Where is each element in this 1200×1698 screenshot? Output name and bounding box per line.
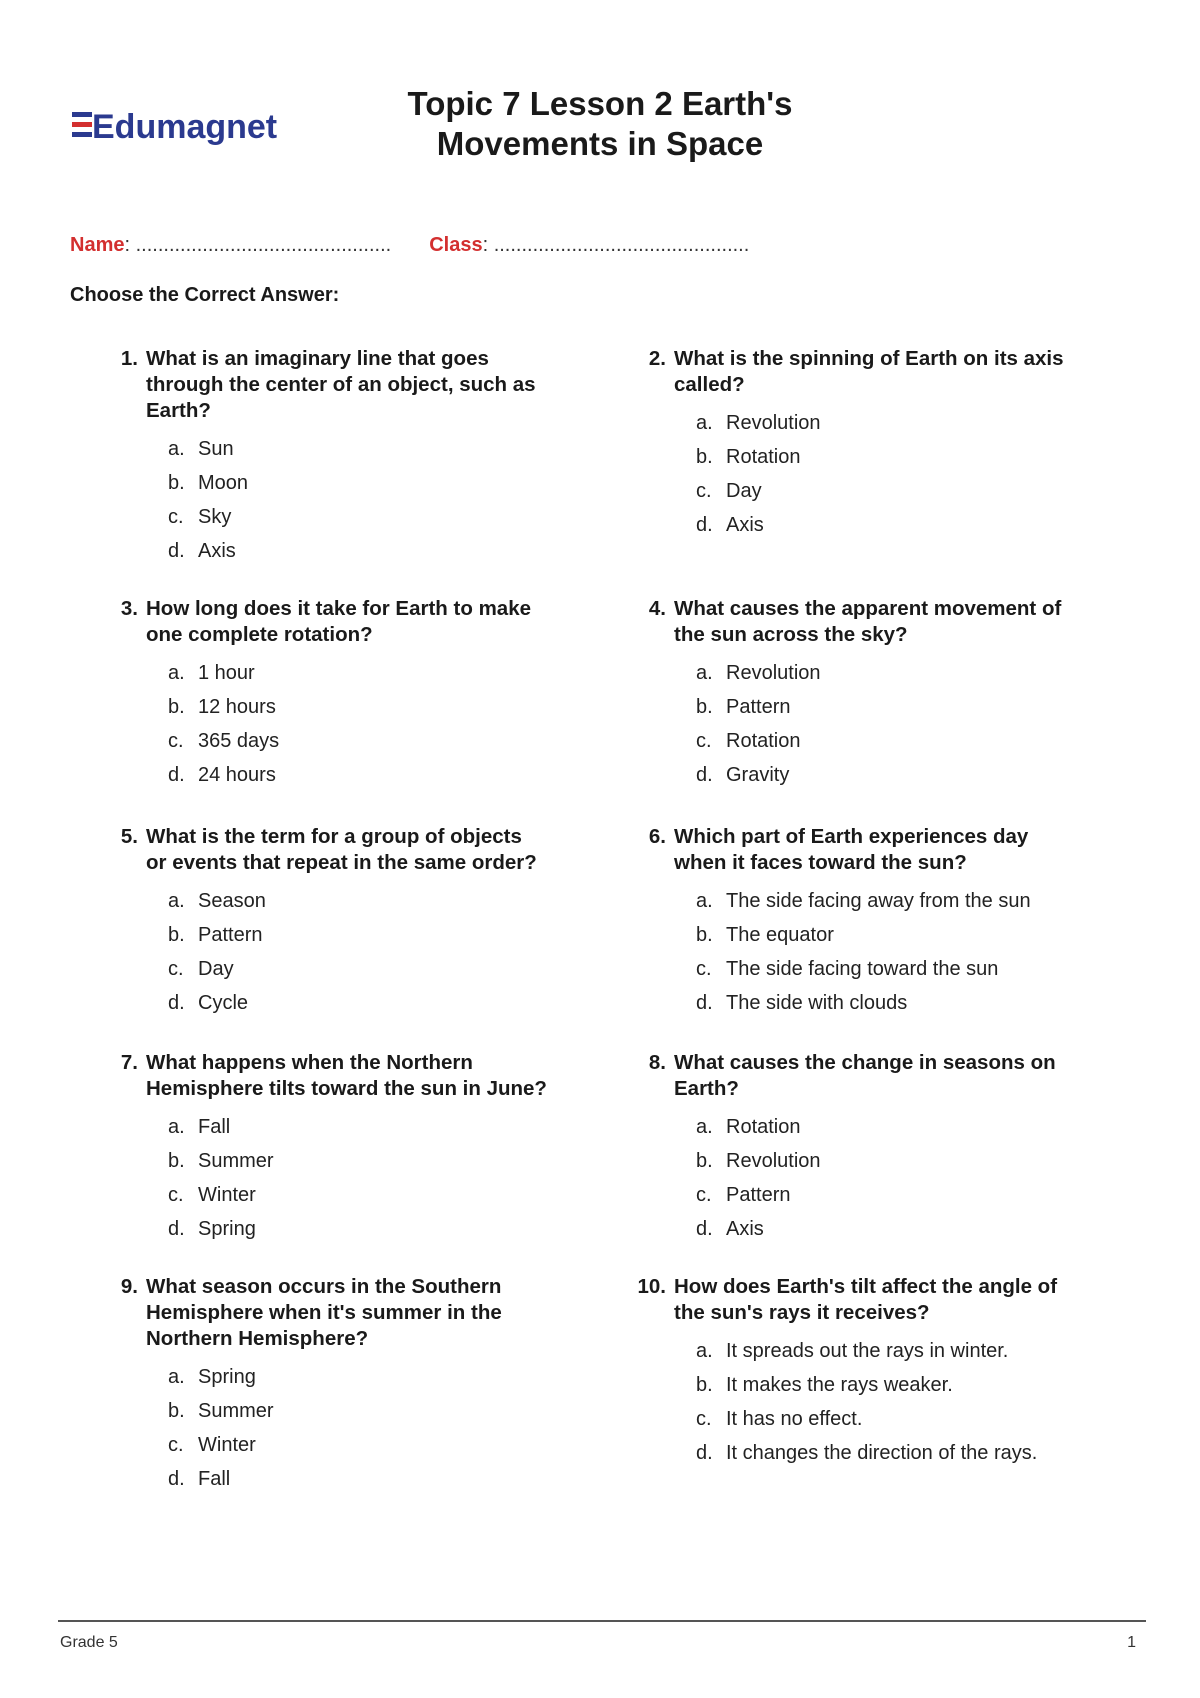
option-text: Rotation: [726, 730, 801, 752]
answer-option[interactable]: [168, 1462, 548, 1496]
answer-option[interactable]: [696, 1436, 1076, 1470]
answer-option[interactable]: [168, 986, 548, 1020]
question-number: 9.: [120, 1275, 138, 1298]
option-text: The side facing toward the sun: [726, 958, 999, 980]
option-text: Axis: [198, 540, 236, 562]
class-label: Class: [429, 234, 483, 256]
option-letter: a.: [168, 438, 185, 460]
question-3: [108, 596, 548, 792]
option-letter: c.: [168, 730, 184, 752]
option-text: Summer: [198, 1150, 274, 1172]
answer-option[interactable]: [168, 1360, 548, 1394]
page-number: 1: [1127, 1634, 1136, 1651]
option-text: It makes the rays weaker.: [726, 1374, 953, 1396]
option-text: It has no effect.: [726, 1408, 863, 1430]
option-letter: b.: [696, 924, 713, 946]
question-text: How long does it take for Earth to make one complete rotation?: [146, 597, 532, 646]
question-stem: [636, 1274, 1076, 1326]
option-letter: a.: [168, 1366, 185, 1388]
question-text: Which part of Earth experiences day when it faces toward the sun?: [674, 825, 1029, 874]
option-text: Spring: [198, 1366, 256, 1388]
option-text: Cycle: [198, 992, 249, 1014]
option-letter: b.: [168, 924, 185, 946]
option-text: Fall: [198, 1116, 231, 1138]
option-letter: d.: [696, 1218, 713, 1240]
answer-option[interactable]: [696, 884, 1076, 918]
option-letter: c.: [168, 1434, 184, 1456]
option-letter: d.: [696, 1442, 713, 1464]
answer-option[interactable]: [168, 952, 548, 986]
option-text: 365 days: [198, 730, 280, 752]
option-text: Winter: [198, 1434, 256, 1456]
answer-options: [636, 1110, 1076, 1246]
question-stem: [108, 1274, 548, 1352]
option-letter: d.: [168, 1468, 185, 1490]
question-text: What happens when the Northern Hemisphere tilts toward the sun in June?: [146, 1051, 547, 1100]
answer-options: [108, 1110, 548, 1246]
footer-divider: [58, 1620, 1146, 1622]
option-text: Pattern: [198, 924, 263, 946]
class-field[interactable]: [429, 234, 749, 257]
answer-option[interactable]: [696, 1368, 1076, 1402]
instructions: Choose the Correct Answer:: [70, 284, 340, 306]
answer-option[interactable]: [168, 758, 548, 792]
option-letter: b.: [696, 446, 713, 468]
answer-option[interactable]: [168, 500, 548, 534]
option-letter: c.: [696, 1408, 712, 1430]
question-text: What causes the change in seasons on Earth?: [674, 1051, 1056, 1100]
option-letter: b.: [168, 1400, 185, 1422]
question-stem: [636, 596, 1076, 648]
answer-option[interactable]: [168, 534, 548, 568]
option-text: Fall: [198, 1468, 231, 1490]
option-letter: c.: [168, 1184, 184, 1206]
option-text: Axis: [726, 514, 764, 536]
question-text: What causes the apparent movement of the sun across the sky?: [674, 597, 1062, 646]
answer-option[interactable]: [168, 432, 548, 466]
question-number: 5.: [120, 825, 138, 848]
option-text: The side facing away from the sun: [726, 890, 1031, 912]
answer-option[interactable]: [168, 656, 548, 690]
answer-option[interactable]: [696, 1110, 1076, 1144]
question-number: 7.: [120, 1051, 138, 1074]
question-text: What is an imaginary line that goes through the center of an object, such as Earth?: [146, 347, 536, 422]
answer-options: [108, 432, 548, 568]
option-letter: d.: [168, 992, 185, 1014]
option-text: 12 hours: [198, 696, 276, 718]
option-text: Sun: [198, 438, 234, 460]
answer-option[interactable]: [696, 1212, 1076, 1246]
answer-option[interactable]: [696, 656, 1076, 690]
answer-option[interactable]: [168, 1428, 548, 1462]
option-text: Day: [198, 958, 234, 980]
option-text: 24 hours: [198, 764, 276, 786]
option-text: The equator: [726, 924, 834, 946]
option-letter: c.: [696, 958, 712, 980]
option-letter: a.: [696, 890, 713, 912]
question-stem: [108, 824, 548, 876]
answer-option[interactable]: [168, 690, 548, 724]
edumagnet-logo: [72, 102, 302, 148]
answer-options: [636, 884, 1076, 1020]
answer-option[interactable]: [168, 1212, 548, 1246]
answer-options: [108, 1360, 548, 1496]
name-blank[interactable]: : ..............................................: [124, 234, 392, 256]
answer-option[interactable]: [696, 758, 1076, 792]
option-text: Moon: [198, 472, 249, 494]
answer-options: [108, 656, 548, 792]
option-letter: a.: [696, 412, 713, 434]
option-letter: a.: [696, 1116, 713, 1138]
option-letter: b.: [168, 1150, 185, 1172]
question-text: How does Earth's tilt affect the angle of the sun's rays it receives?: [674, 1275, 1058, 1324]
question-4: [636, 596, 1076, 792]
class-blank[interactable]: : ..............................................: [482, 234, 750, 256]
option-letter: b.: [696, 1374, 713, 1396]
option-letter: b.: [696, 1150, 713, 1172]
footer-grade: Grade 5: [60, 1634, 118, 1651]
name-field[interactable]: [70, 234, 391, 257]
question-8: [636, 1050, 1076, 1246]
question-10: [636, 1274, 1076, 1470]
name-label: Name: [70, 234, 125, 256]
question-7: [108, 1050, 548, 1246]
answer-option[interactable]: [696, 952, 1076, 986]
title-line-1: Topic 7 Lesson 2 Earth's: [407, 85, 793, 122]
question-stem: [108, 596, 548, 648]
option-letter: a.: [696, 662, 713, 684]
option-text: Day: [726, 480, 762, 502]
question-stem: [636, 346, 1076, 398]
answer-option[interactable]: [696, 1334, 1076, 1368]
answer-option[interactable]: [696, 724, 1076, 758]
option-text: Summer: [198, 1400, 274, 1422]
question-number: 2.: [648, 347, 666, 370]
option-text: Revolution: [726, 1150, 821, 1172]
answer-option[interactable]: [696, 690, 1076, 724]
option-text: It changes the direction of the rays.: [726, 1442, 1038, 1464]
logo-text: Edumagnet: [92, 108, 278, 146]
option-letter: c.: [696, 480, 712, 502]
question-stem: [636, 1050, 1076, 1102]
answer-option[interactable]: [168, 1110, 548, 1144]
question-number: 4.: [648, 597, 666, 620]
question-stem: [108, 346, 548, 424]
answer-option[interactable]: [696, 986, 1076, 1020]
option-text: Sky: [198, 506, 232, 528]
option-letter: a.: [168, 1116, 185, 1138]
option-text: Pattern: [726, 1184, 791, 1206]
question-5: [108, 824, 548, 1020]
answer-option[interactable]: [168, 1144, 548, 1178]
logo-graphic: [72, 102, 302, 148]
question-9: [108, 1274, 548, 1496]
question-text: What season occurs in the Southern Hemisphere when it's summer in the Northern Hemisphere?: [146, 1275, 502, 1350]
question-stem: [108, 1050, 548, 1102]
question-number: 8.: [648, 1051, 666, 1074]
option-letter: a.: [168, 662, 185, 684]
option-text: Revolution: [726, 412, 821, 434]
answer-option[interactable]: [696, 918, 1076, 952]
question-2: [636, 346, 1076, 542]
option-letter: c.: [168, 958, 184, 980]
question-stem: [636, 824, 1076, 876]
question-number: 1.: [120, 347, 138, 370]
answer-option[interactable]: [696, 474, 1076, 508]
option-letter: a.: [696, 1340, 713, 1362]
option-letter: d.: [168, 540, 185, 562]
option-text: Pattern: [726, 696, 791, 718]
question-1: [108, 346, 548, 568]
page-title: [340, 84, 860, 164]
answer-option[interactable]: [168, 466, 548, 500]
question-text: What is the spinning of Earth on its axis called?: [674, 347, 1064, 396]
question-number: 6.: [648, 825, 666, 848]
student-info-row: [70, 234, 749, 257]
option-text: It spreads out the rays in winter.: [726, 1340, 1009, 1362]
question-number: 10.: [637, 1275, 666, 1298]
option-text: The side with clouds: [726, 992, 908, 1014]
answer-options: [636, 656, 1076, 792]
option-text: Rotation: [726, 446, 801, 468]
answer-options: [108, 884, 548, 1020]
question-number: 3.: [120, 597, 138, 620]
answer-option[interactable]: [696, 508, 1076, 542]
option-text: Spring: [198, 1218, 256, 1240]
option-letter: d.: [696, 992, 713, 1014]
answer-options: [636, 406, 1076, 542]
answer-option[interactable]: [168, 918, 548, 952]
option-text: Axis: [726, 1218, 764, 1240]
option-letter: d.: [696, 514, 713, 536]
answer-option[interactable]: [696, 440, 1076, 474]
option-text: Rotation: [726, 1116, 801, 1138]
option-letter: d.: [168, 764, 185, 786]
answer-option[interactable]: [696, 1144, 1076, 1178]
answer-option[interactable]: [696, 1178, 1076, 1212]
title-line-2: Movements in Space: [436, 125, 764, 162]
answer-option[interactable]: [168, 1178, 548, 1212]
answer-options: [636, 1334, 1076, 1470]
option-letter: c.: [696, 1184, 712, 1206]
answer-option[interactable]: [696, 1402, 1076, 1436]
option-letter: c.: [168, 506, 184, 528]
option-text: Season: [198, 890, 266, 912]
answer-option[interactable]: [168, 724, 548, 758]
question-6: [636, 824, 1076, 1020]
option-letter: b.: [168, 696, 185, 718]
option-letter: b.: [168, 472, 185, 494]
answer-option[interactable]: [168, 1394, 548, 1428]
option-text: Winter: [198, 1184, 256, 1206]
answer-option[interactable]: [168, 884, 548, 918]
option-letter: c.: [696, 730, 712, 752]
option-letter: a.: [168, 890, 185, 912]
option-text: Gravity: [726, 764, 790, 786]
option-text: 1 hour: [198, 662, 255, 684]
option-letter: b.: [696, 696, 713, 718]
answer-option[interactable]: [696, 406, 1076, 440]
option-text: Revolution: [726, 662, 821, 684]
question-text: What is the term for a group of objects or events that repeat in the same order?: [146, 825, 537, 874]
option-letter: d.: [696, 764, 713, 786]
option-letter: d.: [168, 1218, 185, 1240]
